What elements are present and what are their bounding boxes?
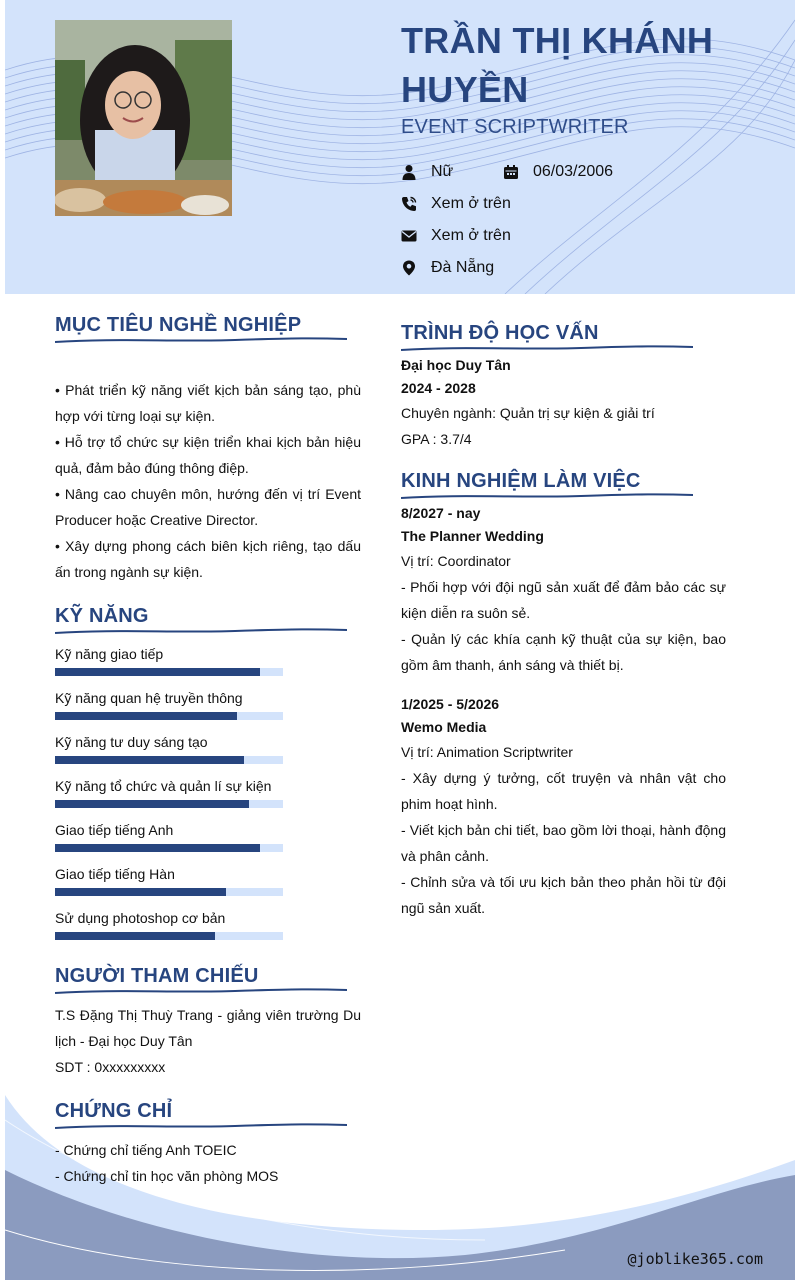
birthday-row xyxy=(503,160,613,184)
experience-title-underline xyxy=(401,492,693,500)
job-company: The Planner Wedding xyxy=(401,528,544,544)
school-name: Đại học Duy Tân xyxy=(401,357,511,373)
user-icon xyxy=(401,163,417,181)
education-gpa: GPA : 3.7/4 xyxy=(401,431,472,447)
skill-bar-fill xyxy=(55,668,260,676)
objective-title-underline xyxy=(55,336,347,344)
references-title-underline xyxy=(55,987,347,995)
education-title-underline xyxy=(401,344,693,352)
job-details xyxy=(401,765,726,921)
skill-bar-fill xyxy=(55,932,215,940)
email-value: Xem ở trên xyxy=(431,227,511,244)
experience-title: KINH NGHIỆM LÀM VIỆC xyxy=(401,470,641,492)
skill-bar xyxy=(55,668,283,676)
skill-bar-fill xyxy=(55,800,249,808)
references-title: NGƯỜI THAM CHIẾU xyxy=(55,965,259,987)
calendar-icon xyxy=(503,163,519,181)
skill-bar xyxy=(55,844,283,852)
address-value: Đà Nẵng xyxy=(431,259,495,276)
job-company: Wemo Media xyxy=(401,719,487,735)
skills-title: KỸ NĂNG xyxy=(55,605,149,627)
gender-value: Nữ xyxy=(431,163,454,180)
skill-bar-fill xyxy=(55,756,244,764)
phone-icon xyxy=(401,195,417,213)
skill-label: Kỹ năng quan hệ truyền thông xyxy=(55,690,243,706)
envelope-icon xyxy=(401,227,417,245)
reference-person: T.S Đặng Thị Thuỳ Trang - giảng viên trường Du lịch - Đại học Duy Tân xyxy=(55,1007,361,1049)
objective-item: • Hỗ trợ tổ chức sự kiện triển khai kịch bản hiệu quả, đảm bảo đúng thông điệp. xyxy=(55,434,361,476)
job-detail-item: - Chỉnh sửa và tối ưu kịch bản theo phản hồi từ đội ngũ sản xuất. xyxy=(401,874,726,916)
job-details xyxy=(401,574,726,678)
skill-label: Giao tiếp tiếng Hàn xyxy=(55,866,175,882)
education-title: TRÌNH ĐỘ HỌC VẤN xyxy=(401,322,599,344)
job-detail-item: - Phối hợp với đội ngũ sản xuất để đảm bảo các sự kiện diễn ra suôn sẻ. xyxy=(401,579,726,621)
location-pin-icon xyxy=(401,259,417,277)
certificates-title: CHỨNG CHỈ xyxy=(55,1100,173,1122)
objective-title: MỤC TIÊU NGHỀ NGHIỆP xyxy=(55,314,302,336)
reference-phone: SDT : 0xxxxxxxxx xyxy=(55,1059,166,1075)
gender-row xyxy=(401,160,453,184)
certificate-item: - Chứng chỉ tin học văn phòng MOS xyxy=(55,1168,279,1184)
references-text xyxy=(55,1002,361,1080)
email-row xyxy=(401,224,511,248)
job-position: Vị trí: Coordinator xyxy=(401,553,511,569)
skill-bar-fill xyxy=(55,888,226,896)
address-row xyxy=(401,256,494,280)
skill-label: Kỹ năng tư duy sáng tạo xyxy=(55,734,208,750)
certificates-list xyxy=(55,1137,361,1189)
birthday-value: 06/03/2006 xyxy=(533,163,614,180)
skill-label: Kỹ năng giao tiếp xyxy=(55,646,164,662)
skill-bar xyxy=(55,888,283,896)
cv-header xyxy=(5,0,795,294)
objective-item: • Phát triển kỹ năng viết kịch bản sáng tạo, phù hợp với từng loại sự kiện. xyxy=(55,382,361,424)
skill-bar-fill xyxy=(55,844,260,852)
candidate-name: TRẦN THỊ KHÁNH HUYỀN xyxy=(401,20,714,110)
phone-row xyxy=(401,192,511,216)
certificate-item: - Chứng chỉ tiếng Anh TOEIC xyxy=(55,1142,237,1158)
skill-bar xyxy=(55,800,283,808)
skill-bar-fill xyxy=(55,712,237,720)
cv-page xyxy=(5,0,795,1280)
job-period: 8/2027 - nay xyxy=(401,505,481,521)
job-detail-item: - Quản lý các khía cạnh kỹ thuật của sự kiện, bao gồm âm thanh, ánh sáng và thiết bị. xyxy=(401,631,726,673)
job-position: Vị trí: Animation Scriptwriter xyxy=(401,744,573,760)
certificates-title-underline xyxy=(55,1122,347,1130)
skill-label: Sử dụng photoshop cơ bản xyxy=(55,910,226,926)
skill-bar xyxy=(55,712,283,720)
skill-label: Giao tiếp tiếng Anh xyxy=(55,822,174,838)
job-title: EVENT SCRIPTWRITER xyxy=(401,116,629,138)
profile-photo xyxy=(55,20,232,216)
education-major: Chuyên ngành: Quản trị sự kiện & giải trí xyxy=(401,405,655,421)
objective-list xyxy=(55,377,361,585)
skill-bar xyxy=(55,756,283,764)
brand-watermark: @joblike365.com xyxy=(627,1250,763,1268)
job-detail-item: - Viết kịch bản chi tiết, bao gồm lời thoại, hành động và phân cảnh. xyxy=(401,822,726,864)
job-period: 1/2025 - 5/2026 xyxy=(401,696,500,712)
skill-bar xyxy=(55,932,283,940)
objective-item: • Nâng cao chuyên môn, hướng đến vị trí Event Producer hoặc Creative Director. xyxy=(55,486,361,528)
phone-value: Xem ở trên xyxy=(431,195,511,212)
job-detail-item: - Xây dựng ý tưởng, cốt truyện và nhân vật cho phim hoạt hình. xyxy=(401,770,726,812)
skill-label: Kỹ năng tổ chức và quản lí sự kiện xyxy=(55,778,272,794)
objective-item: • Xây dựng phong cách biên kịch riêng, tạo dấu ấn trong ngành sự kiện. xyxy=(55,538,361,580)
education-years: 2024 - 2028 xyxy=(401,380,476,396)
skills-title-underline xyxy=(55,627,347,635)
